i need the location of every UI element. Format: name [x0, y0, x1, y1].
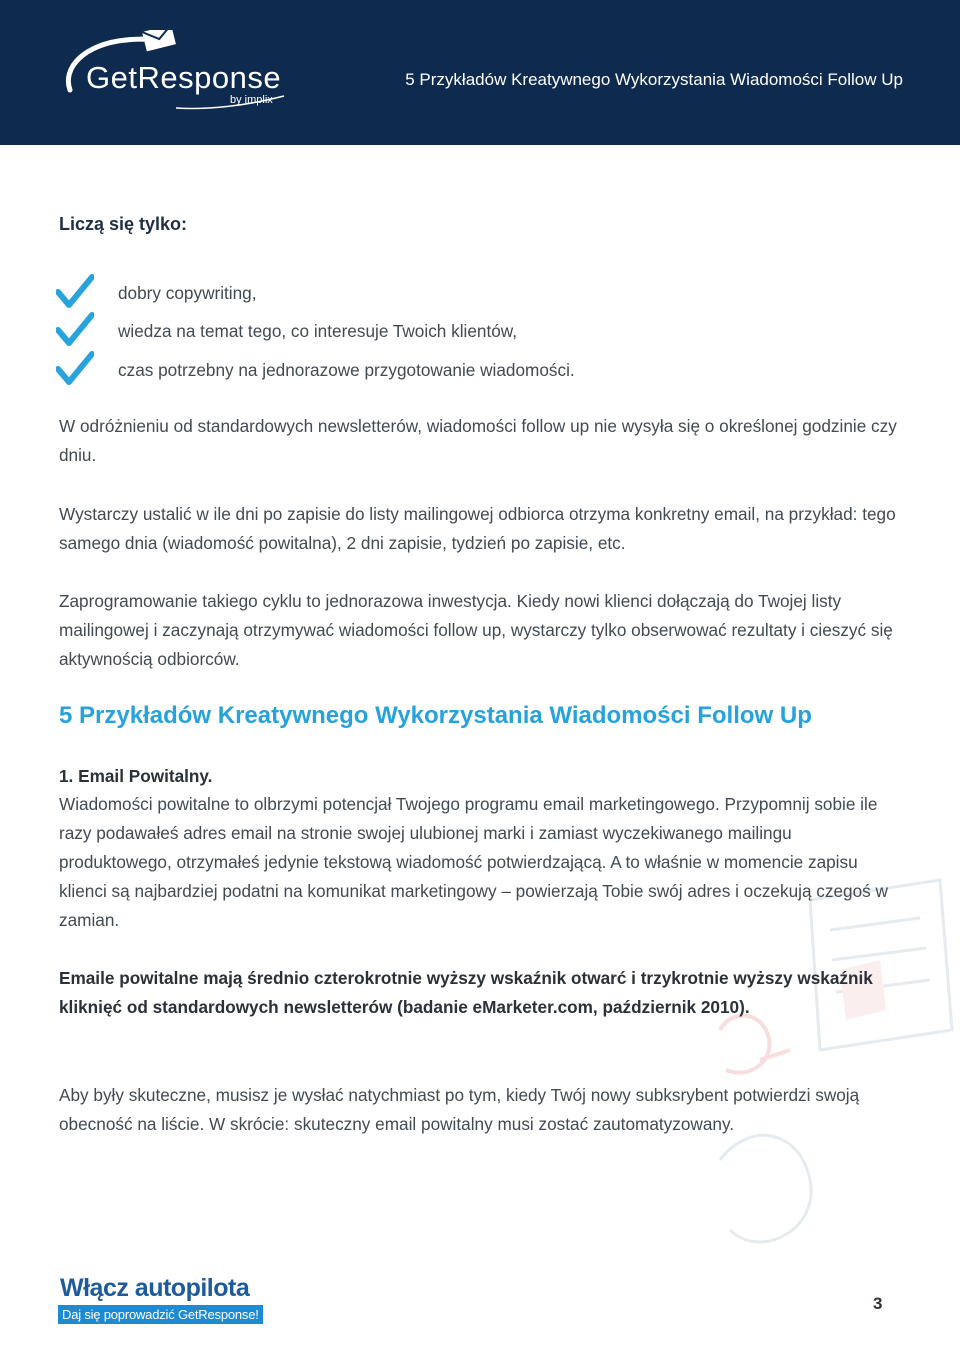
- getresponse-logo: [56, 30, 296, 115]
- page-number: 3: [873, 1294, 883, 1313]
- cta-subtitle: Daj się poprowadzić GetResponse!: [58, 1305, 263, 1324]
- intro-heading: Liczą się tylko:: [59, 214, 188, 234]
- checkmark-icon: [56, 274, 94, 310]
- checklist-item-text: wiedza na temat tego, co interesuje Twoich klientów,: [118, 321, 518, 341]
- checkmark-icon: [56, 351, 94, 387]
- cta-title: Włącz autopilota: [60, 1274, 250, 1302]
- page-header: [0, 0, 960, 145]
- paragraph-timing: W odróżnieniu od standardowych newsletterów, wiadomości follow up nie wysyła się o określonej godzinie czy dniu.: [59, 416, 897, 465]
- section-title: 5 Przykładów Kreatywnego Wykorzystania Wiadomości Follow Up: [59, 702, 812, 729]
- paragraph-automation: Aby były skuteczne, musisz je wysłać natychmiast po tym, kiedy Twój nowy subksrybent potwierdzi swoją obecność na liście. W skrócie: skuteczny email powitalny musi zostać zautomatyzowany.: [59, 1085, 860, 1134]
- header-title: 5 Przykładów Kreatywnego Wykorzystania Wiadomości Follow Up: [405, 70, 903, 89]
- autopilot-cta[interactable]: [58, 1274, 268, 1334]
- item-heading-welcome-email: 1. Email Powitalny.: [59, 766, 213, 786]
- checklist-item: [56, 351, 756, 389]
- checkmark-icon: [56, 312, 94, 348]
- paragraph-welcome-stats: Emaile powitalne mają średnio czterokrotnie wyższy wskaźnik otwarć i trzykrotnie wyższy wskaźnik kliknięć od standardowych newsletterów (badanie eMarketer.com, październik 2010).: [59, 968, 873, 1017]
- paragraph-schedule: Wystarczy ustalić w ile dni po zapisie do listy mailingowej odbiorca otrzyma konkretny email, na przykład: tego samego dnia (wiadomość powitalna), 2 dni zapisie, tydzień po zapisie, etc.: [59, 504, 896, 553]
- paragraph-welcome-email: Wiadomości powitalne to olbrzymi potencjał Twojego programu email marketingowego. Przypomnij sobie ile razy podawałeś adres email na stronie swojej ulubionej marki i zamiast wyczekiwanego mailingu produktowego, otrzymałeś jedynie tekstową wiadomość potwierdzającą. A to właśnie w momencie zapisu klienci są najbardziej podatni na komunikat marketingowy – powierzają Tobie swój adres i oczekują czegoś w zamian.: [59, 794, 888, 930]
- checklist-item-text: dobry copywriting,: [118, 283, 257, 303]
- checklist-item: [56, 274, 756, 312]
- checklist-item-text: czas potrzebny na jednorazowe przygotowanie wiadomości.: [118, 360, 575, 380]
- logo-wordmark: GetResponse: [86, 60, 282, 95]
- checklist-item: [56, 312, 756, 350]
- logo-byline: by implix: [230, 94, 273, 106]
- paragraph-investment: Zaprogramowanie takiego cyklu to jednorazowa inwestycja. Kiedy nowi klienci dołączają do Twojej listy mailingowej i zaczynają otrzymywać wiadomości follow up, wystarczy tylko obserwować rezultaty i cieszyć się aktywnością odbiorców.: [59, 591, 893, 669]
